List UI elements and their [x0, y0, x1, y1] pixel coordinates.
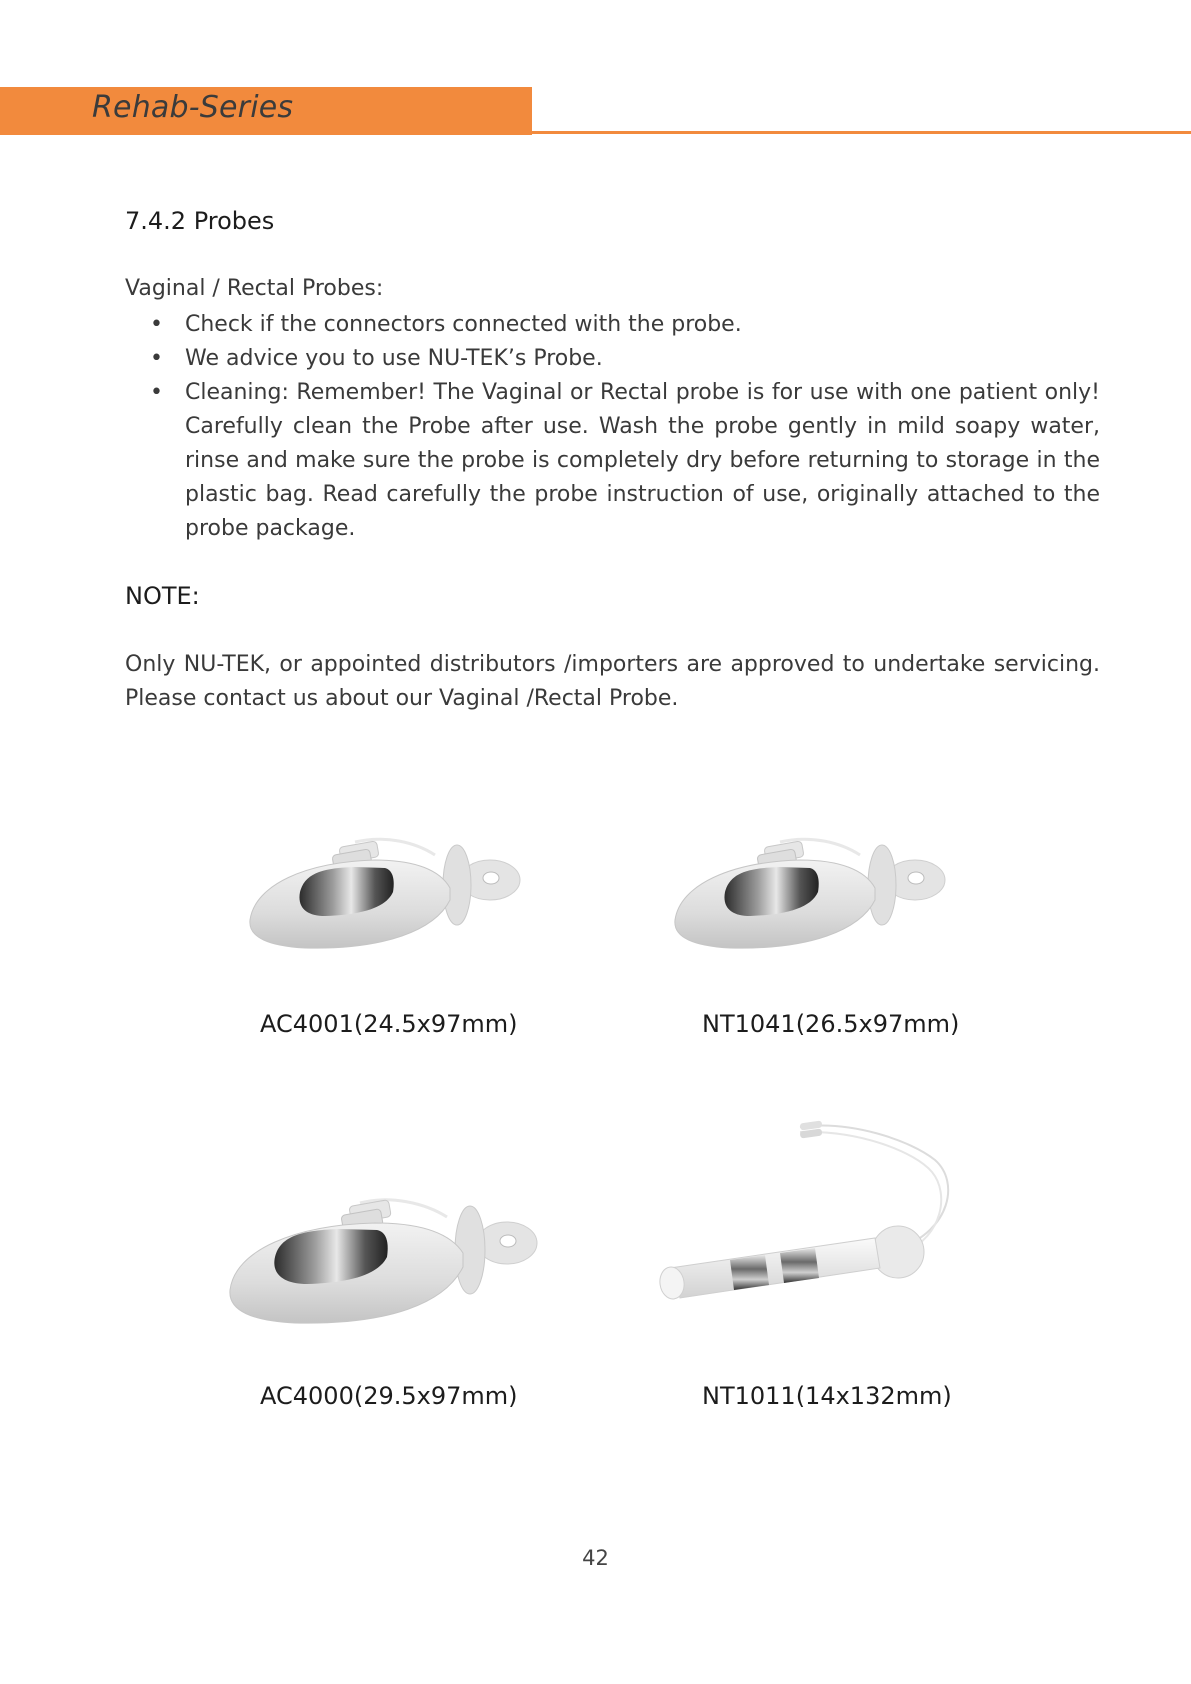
- note-text: Only NU-TEK, or appointed distributors /importers are approved to undertake servicing. Please contact us about our Vaginal /Rectal Probe.: [125, 652, 1100, 711]
- page-number: 42: [582, 1546, 609, 1570]
- note-title: NOTE:: [125, 582, 200, 610]
- bullet-icon: •: [150, 380, 163, 405]
- bullet-text: We advice you to use NU-TEK’s Probe.: [185, 346, 603, 371]
- product-caption: AC4001(24.5x97mm): [260, 1010, 518, 1038]
- bullet-list: [125, 308, 1100, 546]
- list-item: [125, 342, 1100, 376]
- probe-nt1041-image: [670, 830, 955, 980]
- section-title: 7.4.2 Probes: [125, 207, 275, 235]
- product-caption: AC4000(29.5x97mm): [260, 1382, 518, 1410]
- bullet-text: Check if the connectors connected with the probe.: [185, 312, 742, 337]
- list-item: [125, 308, 1100, 342]
- probe-nt1011-image: [650, 1120, 1030, 1350]
- bullet-icon: •: [150, 346, 163, 371]
- intro-text: Vaginal / Rectal Probes:: [125, 276, 384, 301]
- bullet-icon: •: [150, 312, 163, 337]
- product-caption: NT1041(26.5x97mm): [702, 1010, 960, 1038]
- header-title: Rehab-Series: [92, 90, 294, 125]
- list-item: [125, 376, 1100, 546]
- probe-ac4001-image: [245, 830, 530, 980]
- bullet-text: Cleaning: Remember! The Vaginal or Rectal probe is for use with one patient only! Carefully clean the Probe after use. Wash the probe gently in mild soapy water, rinse and make sure the probe is completely dry before returning to storage in the plastic bag. Read carefully the probe instruction of use, originally attached to the probe package.: [185, 380, 1100, 541]
- product-caption: NT1011(14x132mm): [702, 1382, 952, 1410]
- probe-ac4000-image: [225, 1185, 545, 1360]
- header-rule: [532, 131, 1191, 134]
